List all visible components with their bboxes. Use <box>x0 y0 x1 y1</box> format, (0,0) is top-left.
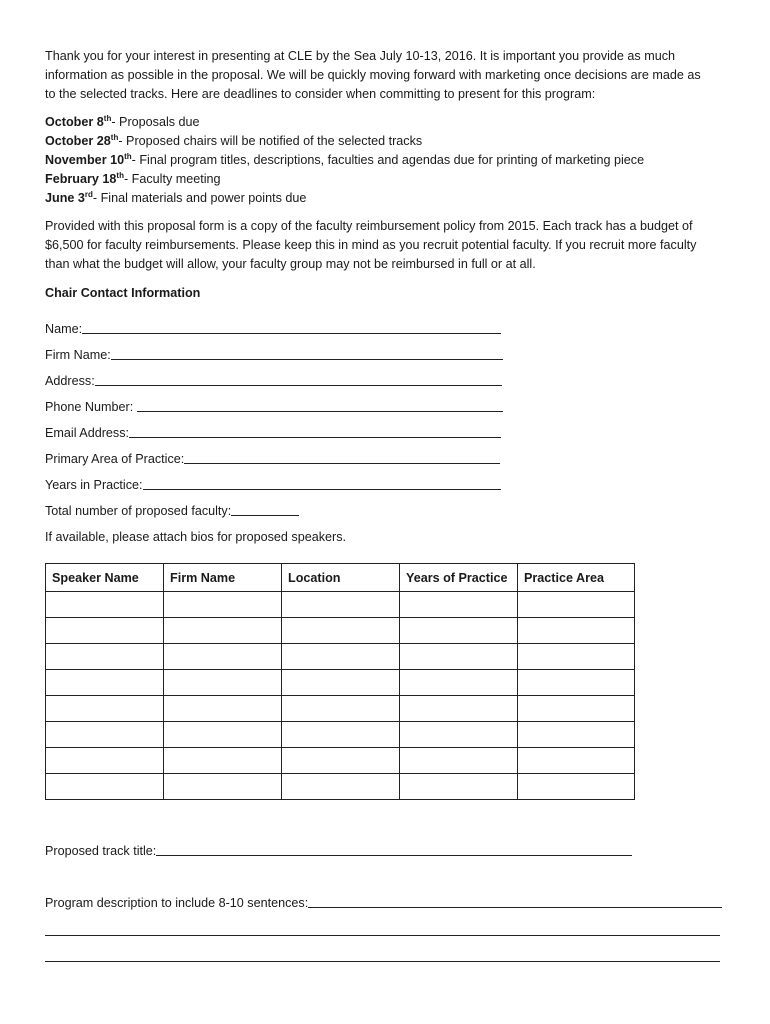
table-cell[interactable] <box>400 644 518 670</box>
program-description-field <box>45 894 722 912</box>
policy-line-1: Provided with this proposal form is a copy of the faculty reimbursement policy from 2015. Each track has a budget of <box>45 219 693 233</box>
table-cell[interactable] <box>164 644 282 670</box>
table-cell[interactable] <box>518 592 635 618</box>
policy-line-3: than what the budget will allow, your faculty group may not be reimbursed in full or at all. <box>45 257 536 271</box>
deadline-date: October 28 <box>45 134 111 148</box>
deadline-text: - Faculty meeting <box>123 172 221 186</box>
table-cell[interactable] <box>46 774 164 800</box>
table-row <box>46 670 635 696</box>
intro-line-2: information as possible in the proposal. We will be quickly moving forward with marketing once decisions are made as <box>45 68 701 82</box>
table-cell[interactable] <box>400 670 518 696</box>
table-cell[interactable] <box>46 618 164 644</box>
table-cell[interactable] <box>46 696 164 722</box>
table-cell[interactable] <box>282 618 400 644</box>
deadline-date-suffix: rd <box>84 190 93 199</box>
intro-line-1: Thank you for your interest in presenting at CLE by the Sea July 10-13, 2016. It is important you provide as much <box>45 49 676 63</box>
table-cell[interactable] <box>518 774 635 800</box>
phone-input-line[interactable] <box>137 398 503 412</box>
table-cell[interactable] <box>164 696 282 722</box>
table-row <box>46 696 635 722</box>
deadline-text: - Proposed chairs will be notified of the selected tracks <box>118 134 423 148</box>
email-label: Email Address: <box>45 426 129 440</box>
primary-area-field <box>45 450 500 468</box>
chair-contact-heading: Chair Contact Information <box>45 286 201 300</box>
primary-area-label: Primary Area of Practice: <box>45 452 185 466</box>
deadline-date: October 8 <box>45 115 104 129</box>
years-field <box>45 476 501 494</box>
column-header-firm-name: Firm Name <box>164 564 282 592</box>
deadline-date: February 18 <box>45 172 117 186</box>
deadline-item <box>45 113 200 131</box>
table-cell[interactable] <box>518 618 635 644</box>
table-row <box>46 644 635 670</box>
table-cell[interactable] <box>164 722 282 748</box>
table-cell[interactable] <box>518 644 635 670</box>
track-title-input-line[interactable] <box>156 842 632 856</box>
table-cell[interactable] <box>282 644 400 670</box>
table-cell[interactable] <box>46 644 164 670</box>
phone-field <box>45 398 503 416</box>
deadline-date-suffix: th <box>116 171 124 180</box>
table-row <box>46 774 635 800</box>
table-cell[interactable] <box>518 748 635 774</box>
table-cell[interactable] <box>400 592 518 618</box>
table-cell[interactable] <box>46 722 164 748</box>
table-cell[interactable] <box>400 774 518 800</box>
table-cell[interactable] <box>164 618 282 644</box>
deadline-date-suffix: th <box>124 152 132 161</box>
program-description-input-line[interactable] <box>308 894 722 908</box>
table-cell[interactable] <box>518 722 635 748</box>
speaker-table <box>45 563 635 800</box>
firm-name-input-line[interactable] <box>111 346 503 360</box>
intro-line-3: to the selected tracks. Here are deadlines to consider when committing to present for this program: <box>45 87 596 101</box>
total-faculty-label: Total number of proposed faculty: <box>45 504 232 518</box>
table-cell[interactable] <box>282 592 400 618</box>
primary-area-input-line[interactable] <box>184 450 500 464</box>
program-description-label: Program description to include 8-10 sentences: <box>45 896 309 910</box>
deadline-date: June 3 <box>45 191 85 205</box>
column-header-practice-area: Practice Area <box>518 564 635 592</box>
table-cell[interactable] <box>164 774 282 800</box>
table-cell[interactable] <box>282 774 400 800</box>
table-cell[interactable] <box>400 696 518 722</box>
deadline-date: November 10 <box>45 153 125 167</box>
table-row <box>46 748 635 774</box>
name-field <box>45 320 501 338</box>
table-header-row <box>46 564 635 592</box>
table-cell[interactable] <box>282 670 400 696</box>
deadline-date-suffix: th <box>110 133 119 142</box>
table-cell[interactable] <box>46 670 164 696</box>
phone-label: Phone Number: <box>45 400 137 414</box>
table-cell[interactable] <box>46 592 164 618</box>
column-header-location: Location <box>282 564 400 592</box>
track-title-label: Proposed track title: <box>45 844 157 858</box>
track-title-field <box>45 842 632 860</box>
table-cell[interactable] <box>282 722 400 748</box>
table-cell[interactable] <box>518 696 635 722</box>
years-input-line[interactable] <box>143 476 501 490</box>
deadline-text: - Final materials and power points due <box>92 191 307 205</box>
table-cell[interactable] <box>400 618 518 644</box>
table-cell[interactable] <box>164 592 282 618</box>
table-cell[interactable] <box>164 670 282 696</box>
address-field <box>45 372 502 390</box>
program-description-line-3[interactable] <box>45 961 720 962</box>
deadline-item <box>45 151 644 169</box>
name-label: Name: <box>45 322 83 336</box>
name-input-line[interactable] <box>82 320 501 334</box>
deadline-item <box>45 132 422 150</box>
firm-name-field <box>45 346 503 364</box>
total-faculty-field <box>45 502 299 520</box>
address-input-line[interactable] <box>95 372 502 386</box>
firm-name-label: Firm Name: <box>45 348 111 362</box>
table-cell[interactable] <box>400 722 518 748</box>
bios-note: If available, please attach bios for proposed speakers. <box>45 530 347 544</box>
address-label: Address: <box>45 374 95 388</box>
table-cell[interactable] <box>282 696 400 722</box>
table-cell[interactable] <box>164 748 282 774</box>
table-cell[interactable] <box>282 748 400 774</box>
deadline-item <box>45 170 221 188</box>
email-field <box>45 424 501 442</box>
table-row <box>46 722 635 748</box>
deadline-item <box>45 189 306 207</box>
deadline-date-suffix: th <box>103 114 112 123</box>
table-cell[interactable] <box>400 748 518 774</box>
table-cell[interactable] <box>518 670 635 696</box>
table-row <box>46 592 635 618</box>
email-input-line[interactable] <box>129 424 501 438</box>
program-description-line-2[interactable] <box>45 935 720 936</box>
table-row <box>46 618 635 644</box>
total-faculty-input-line[interactable] <box>231 502 299 516</box>
table-cell[interactable] <box>46 748 164 774</box>
column-header-years-of-practice: Years of Practice <box>400 564 518 592</box>
deadline-text: - Final program titles, descriptions, faculties and agendas due for printing of marketing piece <box>131 153 645 167</box>
policy-line-2: $6,500 for faculty reimbursements. Please keep this in mind as you recruit potential faculty. If you recruit more faculty <box>45 238 697 252</box>
column-header-speaker-name: Speaker Name <box>46 564 164 592</box>
years-label: Years in Practice: <box>45 478 143 492</box>
deadline-text: - Proposals due <box>111 115 200 129</box>
